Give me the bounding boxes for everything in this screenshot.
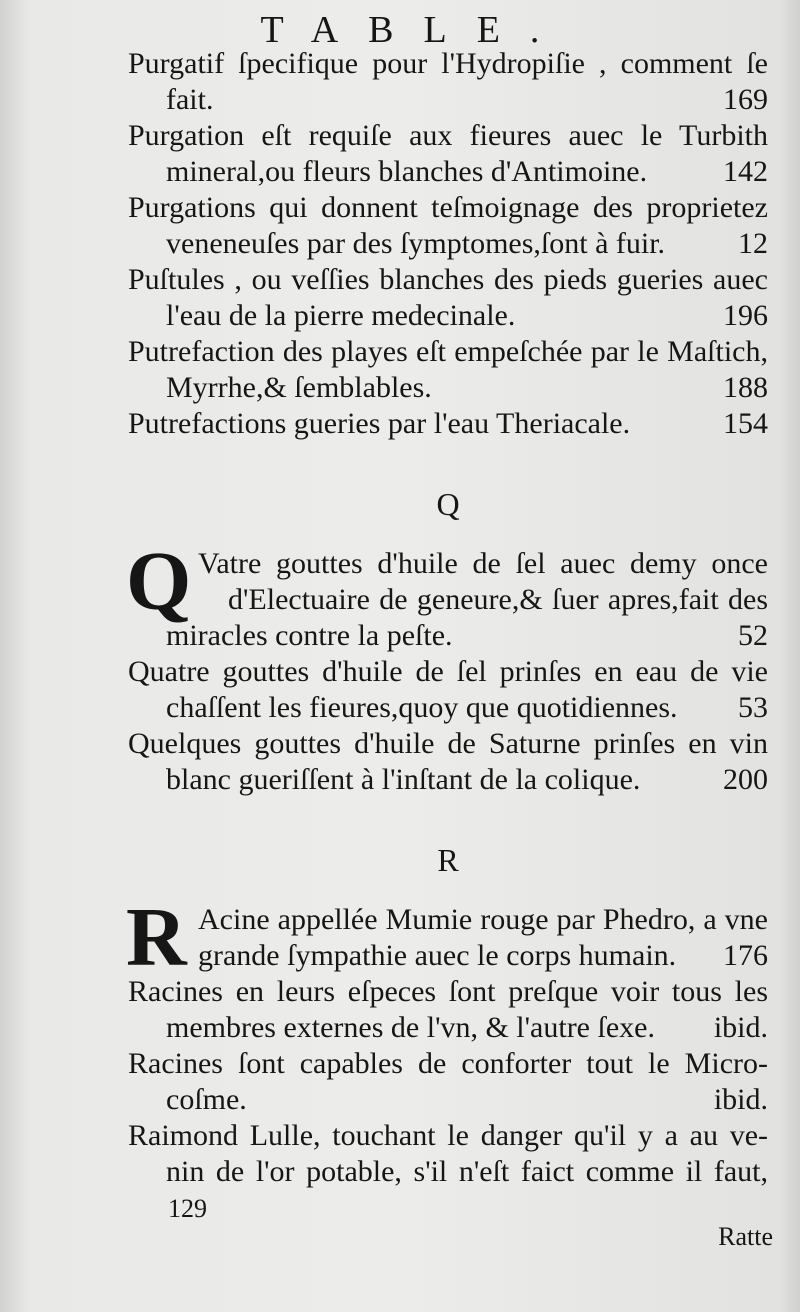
entry-first-line: Quatre gouttes d'huile de ſel prinſes en eau de vie [128, 655, 768, 688]
index-entry [128, 726, 768, 798]
entry-first-line: Purgatif ſpecifique pour l'Hydropiſie , comment ſe [128, 47, 768, 80]
entry-first-line: Raimond Lulle, touchant le danger qu'il y a au ve- [128, 1119, 768, 1152]
index-entry [128, 190, 768, 262]
page-reference: 154 [723, 407, 768, 440]
entry-continuation: membres externes de l'vn, & l'autre ſexe. [166, 1011, 655, 1044]
entry-first-line: Purgations qui donnent teſmoignage des proprietez [128, 191, 768, 224]
index-entry [126, 891, 768, 984]
page-reference: 52 [738, 619, 768, 652]
section-letter-r: R [437, 842, 459, 878]
index-entry [128, 334, 768, 406]
page-reference: 169 [723, 83, 768, 116]
index-section-p [128, 46, 768, 442]
entry-first-line: Putrefaction des playes eſt empeſchée par le Maſtich, [128, 335, 768, 368]
page-reference: 12 [738, 227, 768, 260]
index-entry [128, 406, 768, 442]
index-entry [128, 46, 768, 118]
page-reference: 188 [723, 371, 768, 404]
index-entry [126, 535, 768, 654]
entry-continuation: blanc gueriſſent à l'inſtant de la colique. [166, 763, 641, 796]
entry-continuation: Myrrhe,& ſemblables. [166, 371, 432, 404]
page-reference: 142 [723, 155, 768, 188]
index-content [128, 46, 768, 1190]
folio-number: 129 [168, 1194, 207, 1223]
entry-first-line: Puſtules , ou veſſies blanches des pieds gueries auec [128, 263, 768, 296]
entry-continuation: l'eau de la pierre medecinale. [166, 299, 516, 332]
index-entry [128, 1046, 768, 1118]
entry-continuation: grande ſympathie auec le corps humain. [198, 939, 677, 972]
entry-first-line: Racines en leurs eſpeces ſont preſque voir tous les [128, 975, 768, 1008]
page-reference: ibid. [713, 1083, 768, 1116]
section-letter-q: Q [436, 486, 460, 522]
page-reference: 200 [723, 763, 768, 796]
index-section-r [126, 891, 768, 1190]
entry-continuation: chaſſent les fieures,quoy que quotidiennes. [166, 691, 678, 724]
drop-cap: R [126, 891, 187, 984]
entry-continuation: veneneuſes par des ſymptomes,ſont à fuir. [166, 227, 666, 260]
page-reference: 196 [723, 299, 768, 332]
entry-continuation: miracles contre la peſte. [166, 619, 453, 652]
entry-continuation: mineral,ou fleurs blanches d'Antimoine. [166, 155, 648, 188]
index-entry [128, 654, 768, 726]
page-reference: 176 [723, 939, 768, 972]
catchword: Ratte [718, 1222, 773, 1251]
index-entry [128, 1118, 768, 1190]
index-entry [128, 262, 768, 334]
page-header: TABLE. [260, 9, 570, 51]
index-entry [128, 118, 768, 190]
drop-cap: Q [126, 535, 192, 628]
entry-continuation: nin de l'or potable, s'il n'eſt faict comme il faut, [166, 1155, 768, 1188]
entry-second-line: d'Electuaire de geneure,& ſuer apres,fait des [228, 583, 768, 616]
index-entry [128, 974, 768, 1046]
entry-first-line: Quelques gouttes d'huile de Saturne prinſes en vin [128, 727, 768, 760]
entry-continuation: fait. [166, 83, 214, 116]
entry-first-line: Vatre gouttes d'huile de ſel auec demy once [198, 547, 768, 580]
page-reference: 53 [738, 691, 768, 724]
index-section-q [126, 535, 768, 798]
page-reference: ibid. [713, 1011, 768, 1044]
entry-continuation: coſme. [166, 1083, 247, 1116]
entry-first-line: Purgation eſt requiſe aux fieures auec le Turbith [128, 119, 768, 152]
entry-first-line: Racines ſont capables de conforter tout le Micro- [128, 1047, 768, 1080]
entry-first-line: Acine appellée Mumie rouge par Phedro, a vne [198, 903, 768, 936]
entry-first-line: Putrefactions gueries par l'eau Theriacale. [128, 407, 631, 440]
